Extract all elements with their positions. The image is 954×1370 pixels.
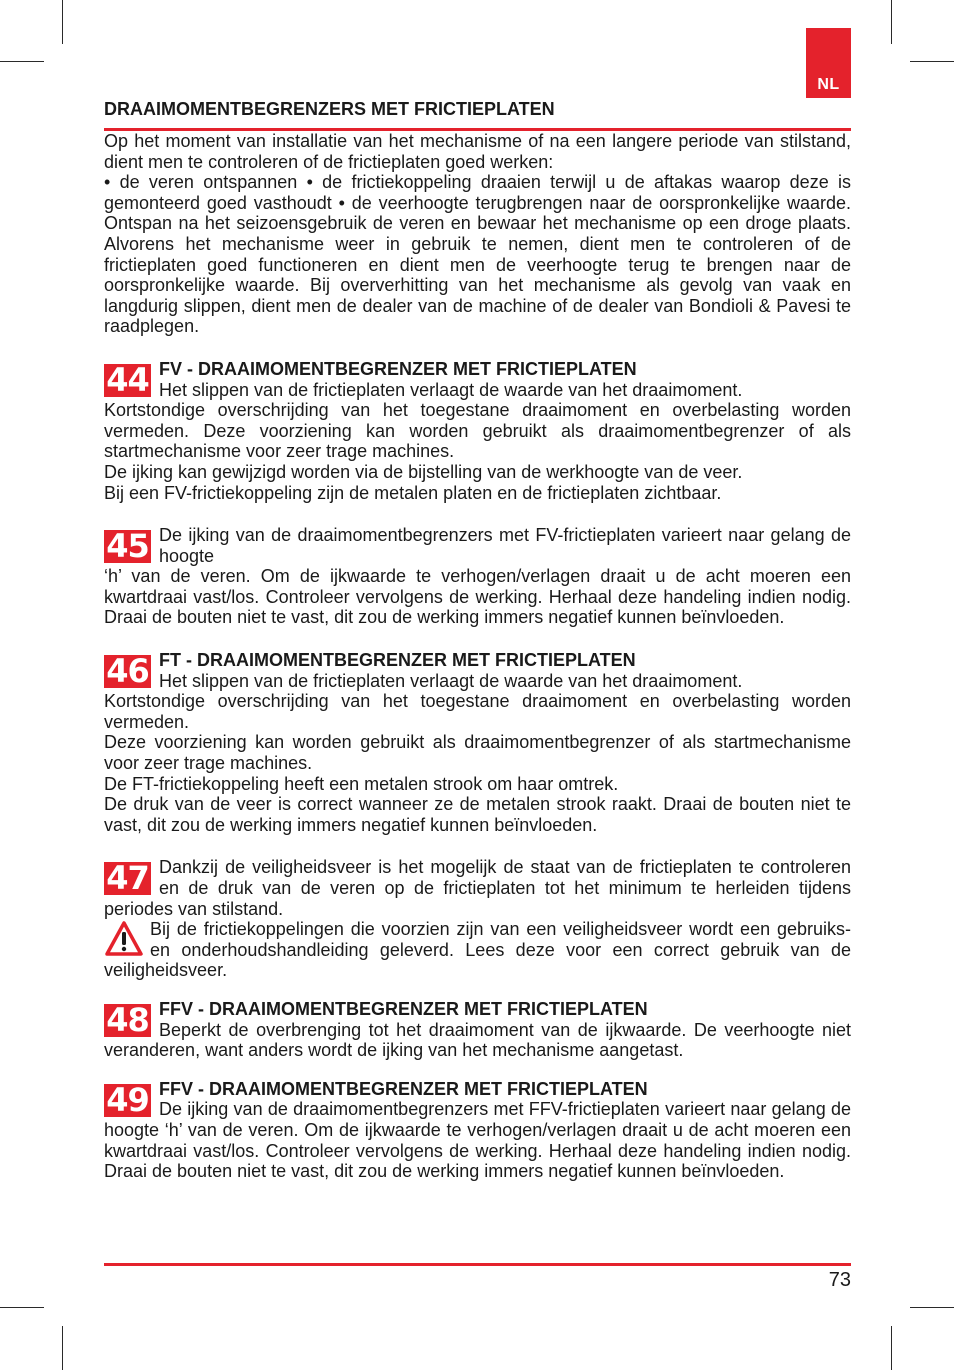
section-text: Het slippen van de frictieplaten verlaagt de waarde van het draaimoment. Kortstondige overschrijding van het toegestane draaimoment en overbelasting worden vermeden. Deze voorziening kan worden gebruikt als draaimomentbegrenzer of als startmechanisme voor zeer trage machines. De FT-frictiekoppeling heeft een metalen strook om haar omtrek. De druk van de veer is correct wanneer ze de metalen strook raakt. Draai de bouten niet te vast, dit zou de werking immers negatief kunnen beïnvloeden. bbox=[104, 670, 851, 835]
section-title: FV - DRAAIMOMENTBEGRENZER MET FRICTIEPLATEN bbox=[159, 358, 637, 379]
section-title: FFV - DRAAIMOMENTBEGRENZER MET FRICTIEPLATEN bbox=[159, 1078, 648, 1099]
section-title: FT - DRAAIMOMENTBEGRENZER MET FRICTIEPLATEN bbox=[159, 650, 636, 671]
section-text: De ijking van de draaimomentbegrenzers met FV-frictieplaten varieert naar gelang de hoogte ‘h’ van de veren. Om de ijkwaarde te verhogen/verlagen draait u de acht moeren een kwartdraai vast/los. Controleer vervolgens de werking. Herhaal deze handeling indien nodig. Draai de bouten niet te vast, dit zou de werking immers negatief kunnen beïnvloeden. bbox=[104, 525, 851, 628]
section-number-badge: 49 bbox=[104, 1084, 151, 1117]
crop-mark bbox=[0, 61, 44, 62]
warning-note: Bij de frictiekoppelingen die voorzien zijn van een veiligheidsveer wordt een gebruiks- en onderhoudshandleiding geleverd. Lees deze voor een correct gebruik van de veiligheidsveer. bbox=[104, 919, 851, 981]
crop-mark bbox=[62, 0, 63, 44]
intro-paragraph: Op het moment van installatie van het mechanisme of na een langere periode van stilstand, dient men te controleren of de frictieplaten goed werken: • de veren ontspannen • de frictiekoppeling draaien terwijl u de aftakas waarop deze is gemonteerd goed vasthoudt • de veerhoogte terugbrengen naar de oorspronkelijke waarde. Ontspan na het seizoensgebruik de veren en bewaar het mechanisme op een droge plaats. Alvorens het mechanisme weer in gebruik te nemen, dient men te controleren of de frictieplaten goed functioneren en dient men de veerhoogte terug te brengen naar de oorspronkelijke waarde. Bij oververhitting van het mechanisme als gevolg van vaak en langdurig slippen, dient men de dealer van de machine of de dealer van Bondioli & Pavesi te raadplegen. bbox=[104, 131, 851, 337]
section-47 bbox=[104, 857, 851, 981]
section-number-badge: 45 bbox=[104, 530, 151, 563]
section-number-badge: 47 bbox=[104, 862, 151, 895]
section-text: De ijking van de draaimomentbegrenzers met FFV-frictieplaten varieert naar gelang de hoogte ‘h’ van de veren. Om de ijkwaarde te verhogen/verlagen draait u de acht moeren een kwartdraai vast/los. Controleer vervolgens de werking. Herhaal deze handeling indien nodig. Draai de bouten niet te vast, dit zou de werking immers negatief kunnen beïnvloeden. bbox=[104, 1099, 851, 1182]
section-title: FFV - DRAAIMOMENTBEGRENZER MET FRICTIEPLATEN bbox=[159, 998, 648, 1019]
section-46 bbox=[104, 650, 851, 835]
language-tab: NL bbox=[806, 28, 851, 98]
page-content bbox=[104, 98, 851, 1182]
section-text: Het slippen van de frictieplaten verlaagt de waarde van het draaimoment. Kortstondige overschrijding van het toegestane draaimoment en overbelasting worden vermeden. Deze voorziening kan worden gebruikt als draaimomentbegrenzer of als startmechanisme voor zeer trage machines. De ijking kan gewijzigd worden via de bijstelling van de werkhoogte van de veer. Bij een FV-frictiekoppeling zijn de metalen platen en de frictieplaten zichtbaar. bbox=[104, 379, 851, 503]
footer-divider bbox=[104, 1263, 851, 1266]
section-45 bbox=[104, 525, 851, 628]
sections-list bbox=[104, 359, 851, 1182]
warning-triangle-icon bbox=[104, 919, 144, 959]
section-48 bbox=[104, 999, 851, 1061]
section-44 bbox=[104, 359, 851, 503]
section-text: Beperkt de overbrenging tot het draaimoment van de ijkwaarde. De veerhoogte niet veranderen, want anders wordt de ijking van het mechanisme aangetast. bbox=[104, 1019, 851, 1061]
crop-mark bbox=[910, 1307, 954, 1308]
crop-mark bbox=[891, 0, 892, 44]
page-title: DRAAIMOMENTBEGRENZERS MET FRICTIEPLATEN bbox=[104, 99, 555, 119]
section-number-badge: 44 bbox=[104, 364, 151, 397]
section-text: Dankzij de veiligheidsveer is het mogelijk de staat van de frictieplaten te controleren en de druk van de veren op de frictieplaten tot het minimum te herleiden tijdens periodes van stilstand. bbox=[104, 857, 851, 919]
crop-mark bbox=[62, 1326, 63, 1370]
section-number-badge: 48 bbox=[104, 1004, 151, 1037]
section-number-badge: 46 bbox=[104, 655, 151, 688]
crop-mark bbox=[910, 61, 954, 62]
section-49 bbox=[104, 1079, 851, 1182]
crop-mark bbox=[891, 1326, 892, 1370]
page-number: 73 bbox=[828, 1269, 851, 1291]
crop-mark bbox=[0, 1307, 44, 1308]
